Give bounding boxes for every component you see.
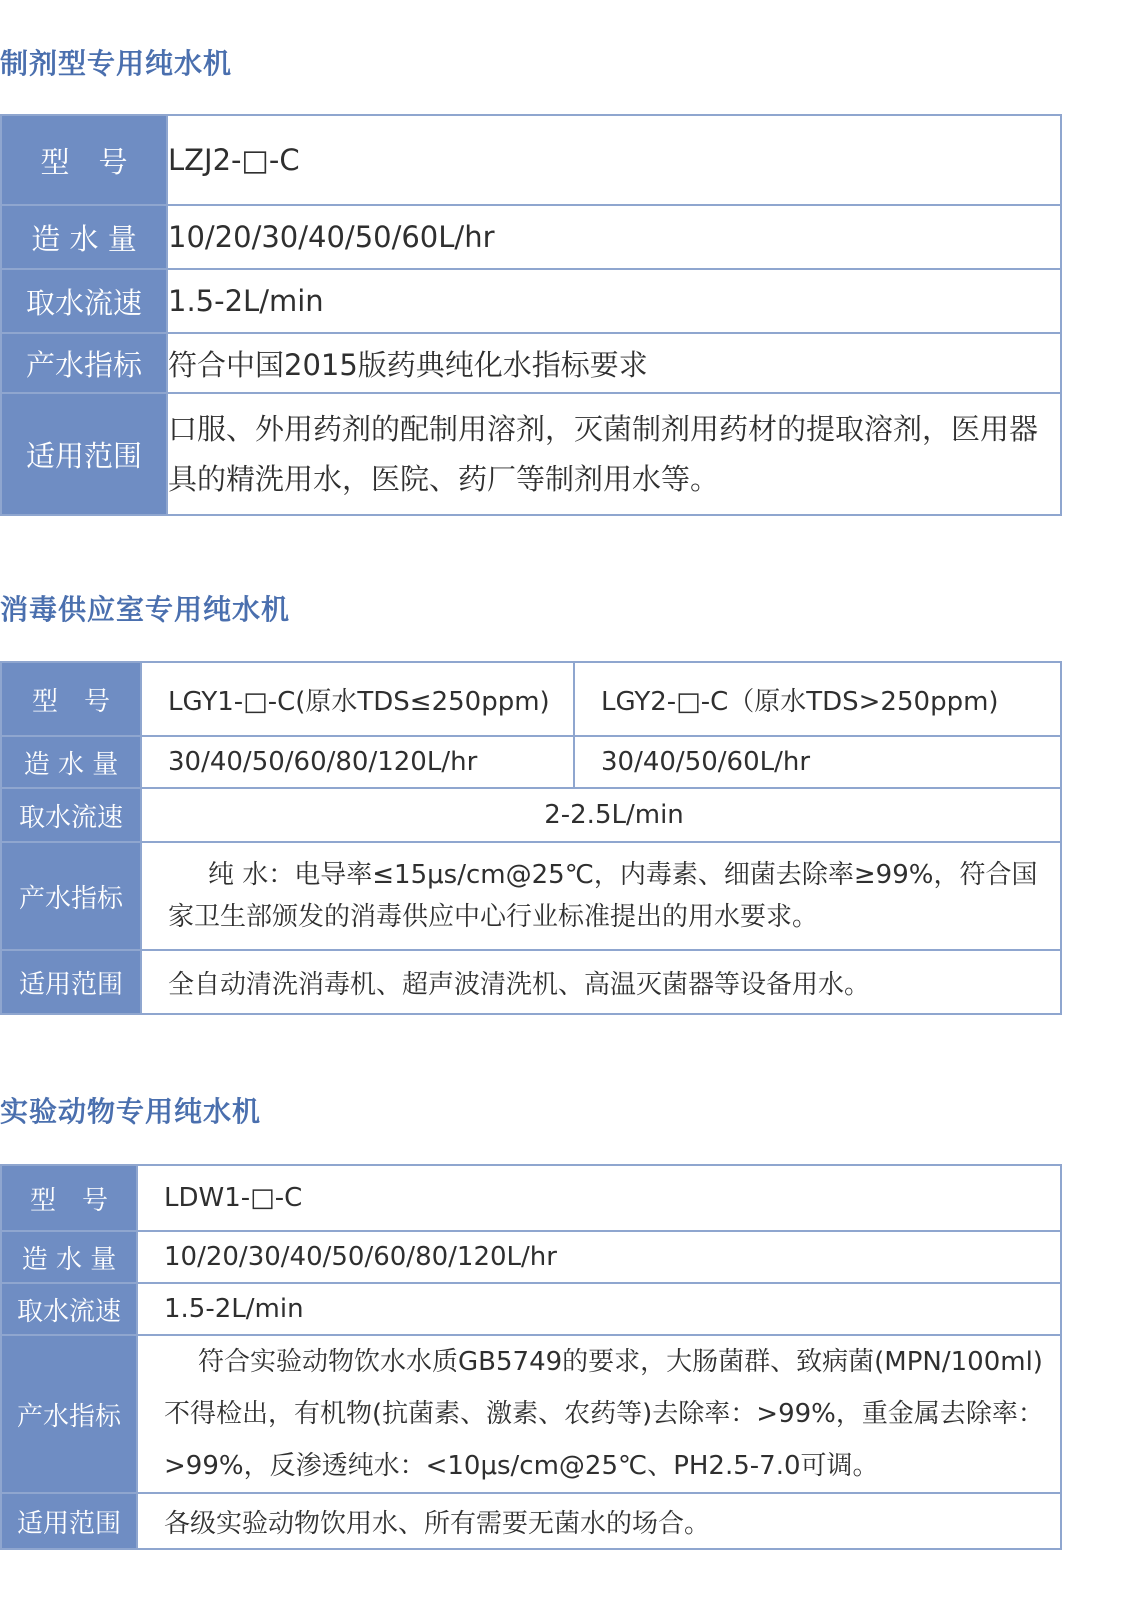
output-label: 造 水 量 — [1, 736, 141, 788]
scope-label: 适用范围 — [1, 950, 141, 1014]
table-row — [1, 842, 1061, 950]
scope-value: 全自动清洗消毒机、超声波清洗机、高温灭菌器等设备用水。 — [141, 950, 1061, 1014]
table-row — [1, 662, 1061, 736]
table-row — [1, 950, 1061, 1014]
model-value: LZJ2-□-C — [167, 115, 1061, 205]
quality-value: 纯 水：电导率≤15μs/cm@25℃，内毒素、细菌去除率≥99%，符合国家卫生部颁发的消毒供应中心行业标准提出的用水要求。 — [141, 842, 1061, 950]
model-value-2: LGY2-□-C（原水TDS>250ppm) — [574, 662, 1061, 736]
model-label: 型 号 — [1, 115, 167, 205]
scope-label: 适用范围 — [1, 393, 167, 515]
model-value-1: LGY1-□-C(原水TDS≤250ppm) — [141, 662, 574, 736]
flow-value: 2-2.5L/min — [141, 788, 1061, 842]
scope-value: 口服、外用药剂的配制用溶剂，灭菌制剂用药材的提取溶剂，医用器具的精洗用水，医院、药厂等制剂用水等。 — [167, 393, 1061, 515]
table-row — [1, 1165, 1061, 1231]
table-row — [1, 1283, 1061, 1335]
scope-label: 适用范围 — [1, 1493, 137, 1549]
model-label: 型 号 — [1, 662, 141, 736]
flow-label: 取水流速 — [1, 788, 141, 842]
table-row — [1, 393, 1061, 515]
table-row — [1, 1335, 1061, 1493]
model-label: 型 号 — [1, 1165, 137, 1231]
section-title-sterilization: 消毒供应室专用纯水机 — [0, 593, 291, 626]
section-title-lab-animal: 实验动物专用纯水机 — [0, 1095, 262, 1128]
quality-value: 符合中国2015版药典纯化水指标要求 — [167, 333, 1061, 393]
output-label: 造 水 量 — [1, 205, 167, 269]
section-title-pharma: 制剂型专用纯水机 — [0, 47, 233, 80]
flow-label: 取水流速 — [1, 269, 167, 333]
scope-value: 各级实验动物饮用水、所有需要无菌水的场合。 — [137, 1493, 1061, 1549]
quality-value: 符合实验动物饮水水质GB5749的要求，大肠菌群、致病菌(MPN/100ml)不得检出，有机物(抗菌素、激素、农药等)去除率：>99%，重金属去除率：>99%，反渗透纯水：<10μs/cm@25℃、PH2.5-7.0可调。 — [137, 1335, 1061, 1493]
quality-label: 产水指标 — [1, 333, 167, 393]
flow-value: 1.5-2L/min — [137, 1283, 1061, 1335]
table-row — [1, 269, 1061, 333]
output-value: 10/20/30/40/50/60L/hr — [167, 205, 1061, 269]
table-row — [1, 333, 1061, 393]
spec-table-sterilization — [0, 661, 1062, 1015]
table-row — [1, 205, 1061, 269]
flow-label: 取水流速 — [1, 1283, 137, 1335]
table-row — [1, 788, 1061, 842]
table-row — [1, 1493, 1061, 1549]
table-row — [1, 736, 1061, 788]
flow-value: 1.5-2L/min — [167, 269, 1061, 333]
spec-table-pharma — [0, 114, 1062, 516]
output-value: 10/20/30/40/50/60/80/120L/hr — [137, 1231, 1061, 1283]
output-label: 造 水 量 — [1, 1231, 137, 1283]
table-row — [1, 1231, 1061, 1283]
table-row — [1, 115, 1061, 205]
quality-label: 产水指标 — [1, 1335, 137, 1493]
output-value-1: 30/40/50/60/80/120L/hr — [141, 736, 574, 788]
model-value: LDW1-□-C — [137, 1165, 1061, 1231]
spec-table-lab-animal — [0, 1164, 1062, 1550]
output-value-2: 30/40/50/60L/hr — [574, 736, 1061, 788]
quality-label: 产水指标 — [1, 842, 141, 950]
